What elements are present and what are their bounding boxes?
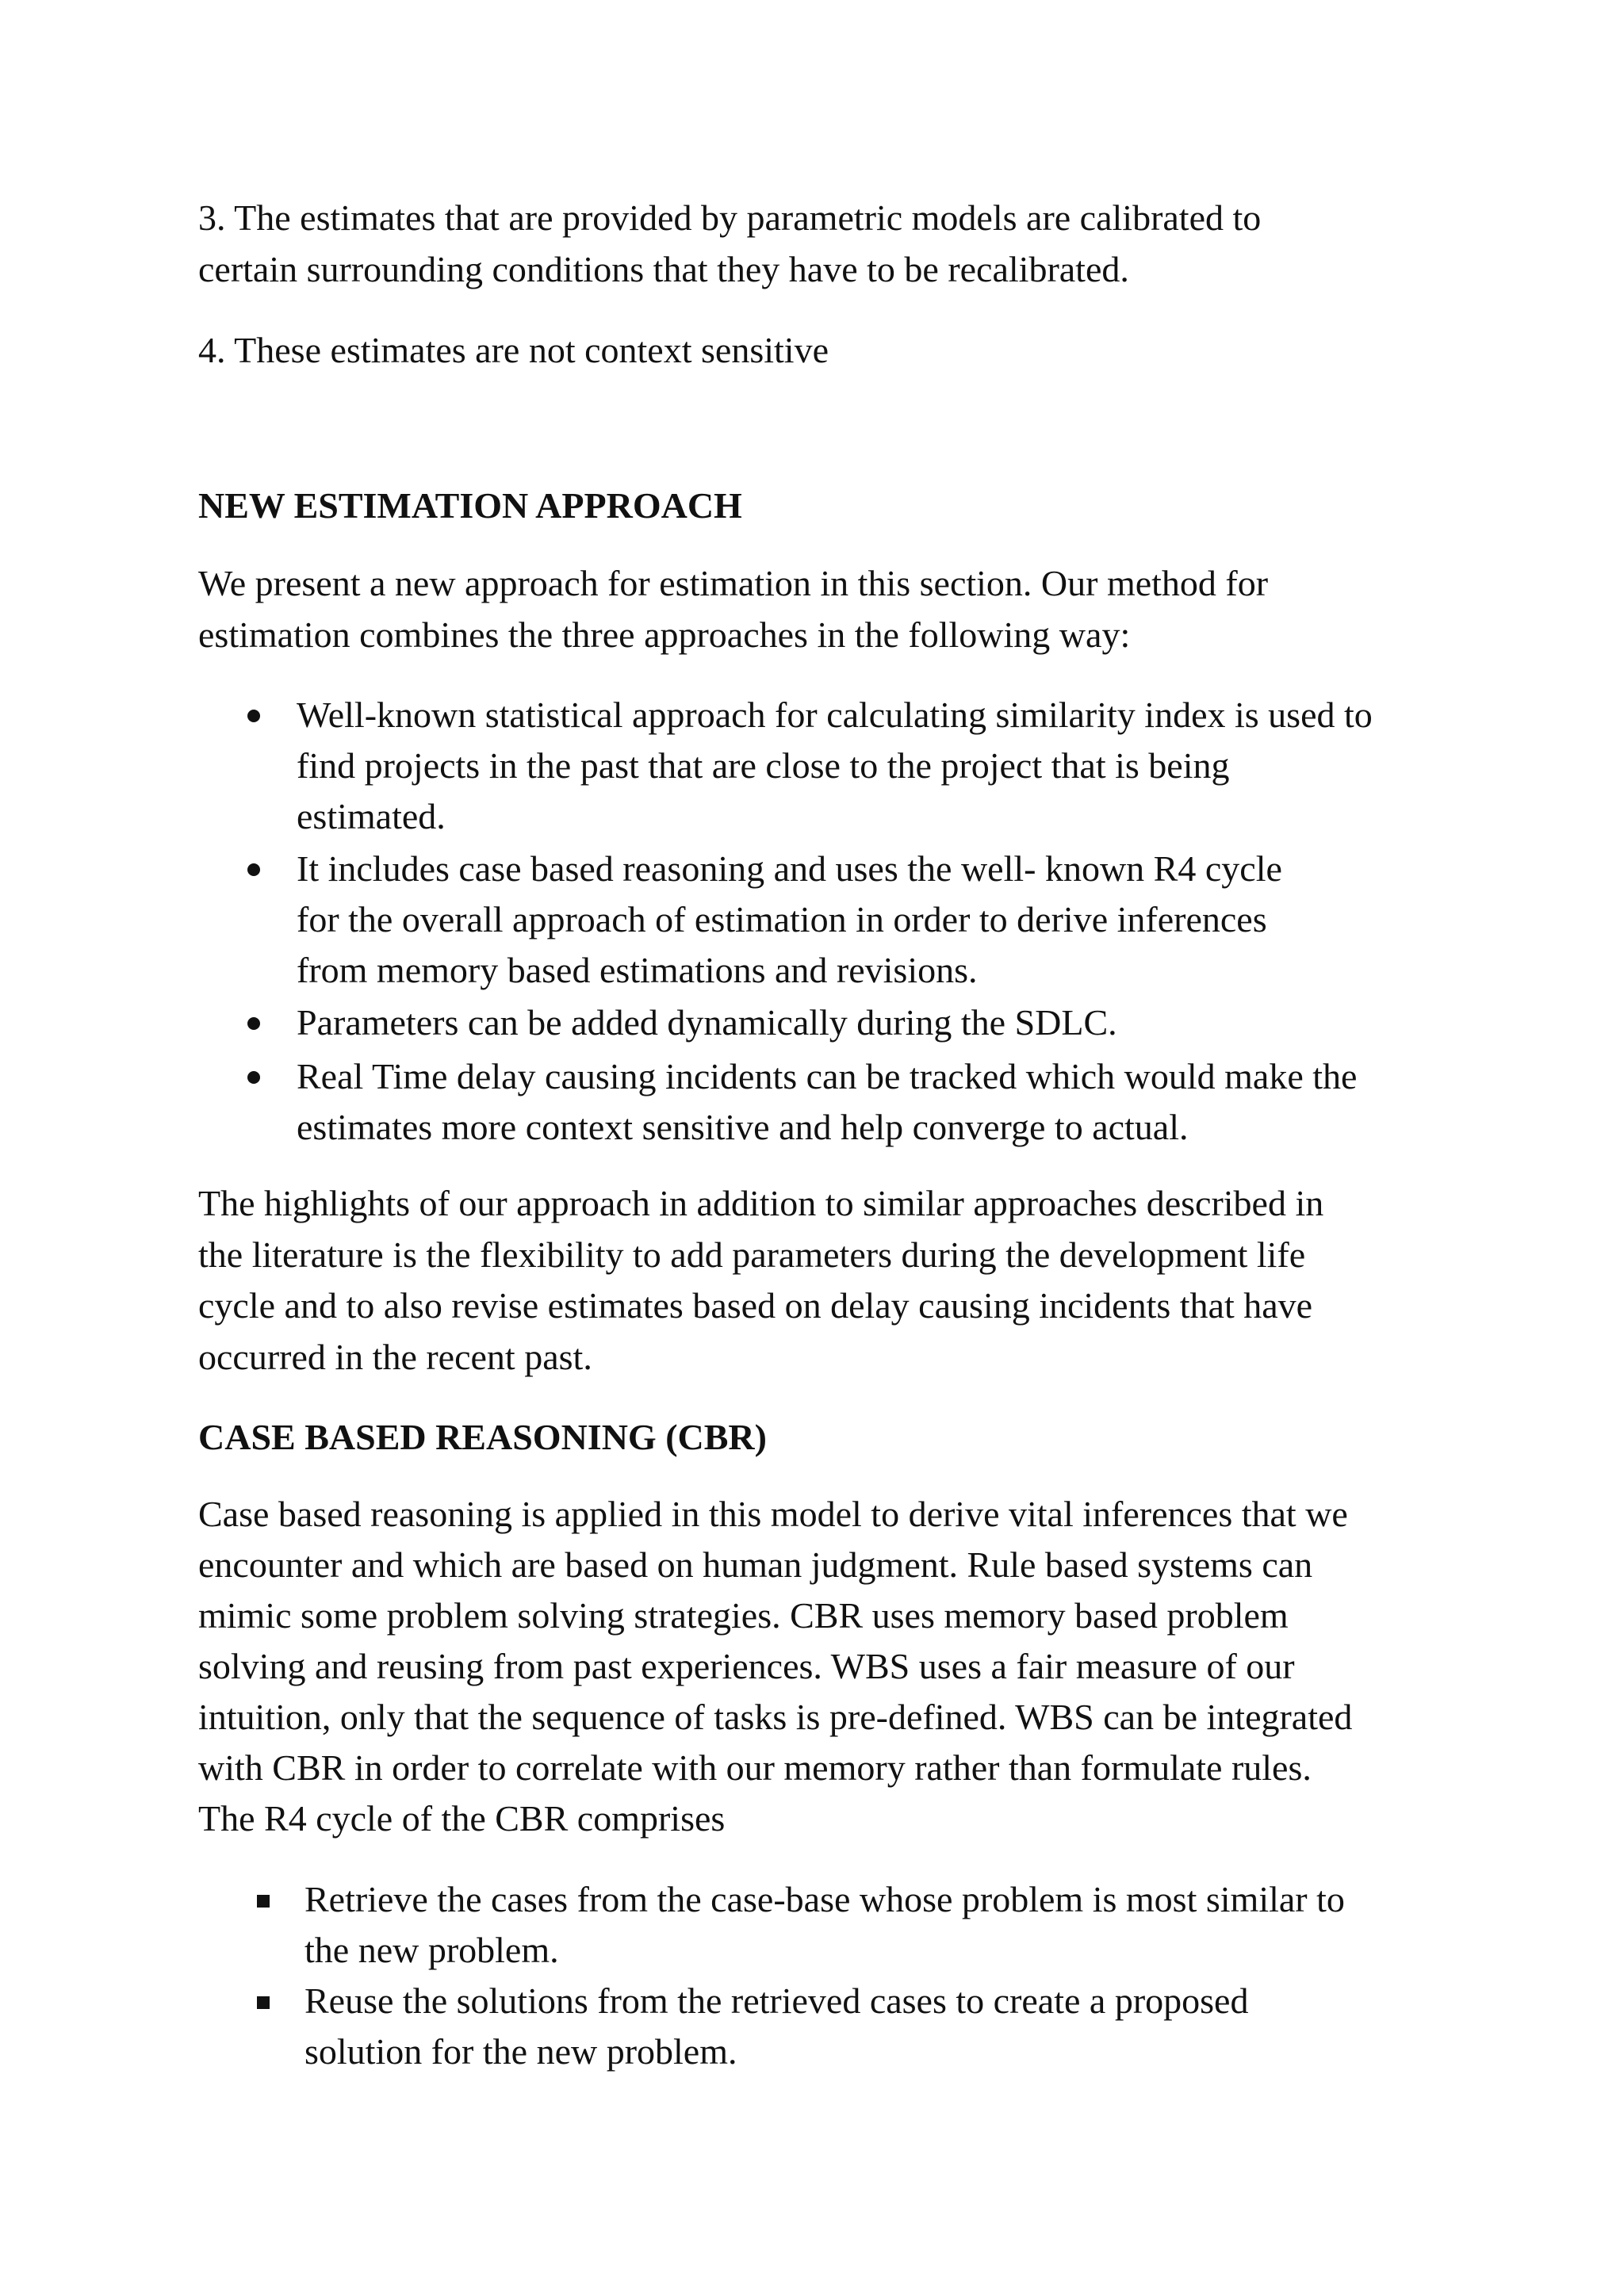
bullet-3-line-1: Parameters can be added dynamically during the SDLC. bbox=[297, 1002, 1117, 1043]
bullet-icon bbox=[247, 1017, 260, 1030]
list-item-4: 4. These estimates are not context sensitive bbox=[198, 330, 829, 370]
paragraph-cbr-line-4: solving and reusing from past experiences. WBS uses a fair measure of our bbox=[198, 1646, 1295, 1686]
bullet-1-line-2: find projects in the past that are close to the project that is being bbox=[297, 745, 1230, 786]
cbr-bullet-2-line-1: Reuse the solutions from the retrieved cases to create a proposed bbox=[304, 1980, 1249, 2021]
cbr-bullet-2-line-2: solution for the new problem. bbox=[304, 2031, 737, 2072]
bullet-4-line-1: Real Time delay causing incidents can be tracked which would make the bbox=[297, 1056, 1358, 1096]
bullet-2-line-1: It includes case based reasoning and uses the well- known R4 cycle bbox=[297, 848, 1282, 889]
bullet-icon bbox=[247, 710, 260, 722]
paragraph-intro-line-1: We present a new approach for estimation in this section. Our method for bbox=[198, 563, 1269, 603]
bullet-icon bbox=[247, 863, 260, 876]
bullet-square-icon bbox=[257, 1996, 270, 2009]
paragraph-cbr-line-3: mimic some problem solving strategies. CBR uses memory based problem bbox=[198, 1595, 1289, 1636]
paragraph-cbr-line-7: The R4 cycle of the CBR comprises bbox=[198, 1798, 726, 1839]
cbr-bullet-1-line-2: the new problem. bbox=[304, 1930, 559, 1970]
paragraph-highlights-line-1: The highlights of our approach in addition to similar approaches described in bbox=[198, 1183, 1324, 1223]
paragraph-cbr-line-5: intuition, only that the sequence of tasks is pre-defined. WBS can be integrated bbox=[198, 1697, 1353, 1737]
section-heading-new-estimation-approach: NEW ESTIMATION APPROACH bbox=[198, 485, 742, 526]
bullet-1-line-1: Well-known statistical approach for calculating similarity index is used to bbox=[297, 695, 1373, 735]
paragraph-highlights-line-2: the literature is the flexibility to add parameters during the development life bbox=[198, 1234, 1306, 1275]
bullet-2-line-3: from memory based estimations and revisions. bbox=[297, 950, 978, 990]
paragraph-intro-line-2: estimation combines the three approaches in the following way: bbox=[198, 614, 1131, 655]
list-item-3-line-1: 3. The estimates that are provided by parametric models are calibrated to bbox=[198, 197, 1262, 238]
bullet-square-icon bbox=[257, 1895, 270, 1908]
paragraph-highlights-line-4: occurred in the recent past. bbox=[198, 1337, 592, 1377]
bullet-icon bbox=[247, 1071, 260, 1084]
bullet-4-line-2: estimates more context sensitive and help converge to actual. bbox=[297, 1107, 1189, 1147]
section-heading-case-based-reasoning: CASE BASED REASONING (CBR) bbox=[198, 1417, 767, 1457]
list-item-3-line-2: certain surrounding conditions that they have to be recalibrated. bbox=[198, 249, 1129, 289]
bullet-1-line-3: estimated. bbox=[297, 796, 446, 836]
paragraph-highlights-line-3: cycle and to also revise estimates based on delay causing incidents that have bbox=[198, 1285, 1313, 1326]
paragraph-cbr-line-6: with CBR in order to correlate with our memory rather than formulate rules. bbox=[198, 1747, 1312, 1788]
paragraph-cbr-line-1: Case based reasoning is applied in this model to derive vital inferences that we bbox=[198, 1494, 1348, 1534]
bullet-2-line-2: for the overall approach of estimation in order to derive inferences bbox=[297, 899, 1267, 939]
paragraph-cbr-line-2: encounter and which are based on human judgment. Rule based systems can bbox=[198, 1544, 1313, 1585]
cbr-bullet-1-line-1: Retrieve the cases from the case-base whose problem is most similar to bbox=[304, 1879, 1345, 1919]
